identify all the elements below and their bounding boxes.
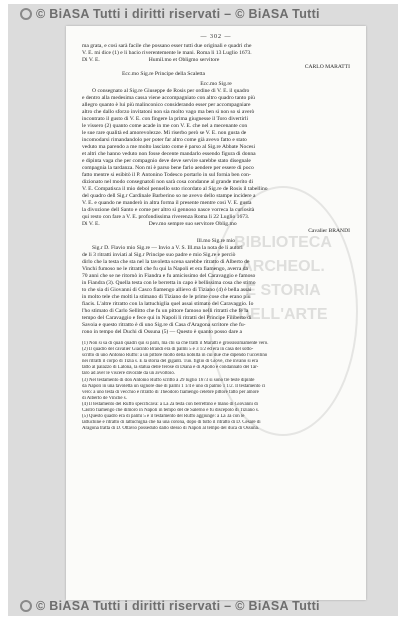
text-line: l'ho stimato di Carlo Sellitto che fu un pittore famoso nelli ritratti che fe la [82, 308, 249, 314]
seal-line: DELL'ARTE [238, 306, 328, 323]
text-line: le vissero (2) quanto come acade in me con V. E. che nel a mecenante con [82, 123, 248, 129]
footnote-line: Castro fiamengo che dimorò in Napoli in tempo del de Salerno e fu discepolo di Tiziano s. [82, 408, 259, 414]
text-line: dirlo che la testa che sta nel la tavoletta scena sarebbe ritratto di Alberto de [82, 259, 250, 265]
footnote-line: da Napoli in una tavoletta un signore due di palmi 1 1/4 e uno di palmo 1 1/2. Il testamento ci [82, 383, 266, 389]
footnote-line: (5) Questo quadro era di palmi 5 e il testamento del Ruffo aggiunge: a La 3a con le [82, 414, 245, 420]
text-line: de li 3 ritratti inviati al Sig.r Principe suo padre e mio Sig.re e perciò [82, 252, 236, 258]
text-line: tempo del Caravaggio e fece qui in Napoli li ritratti del Principe Filiberto di [82, 315, 252, 321]
footnote-line: di Alberto de Vinche s. [82, 395, 127, 401]
footnote-line: (4) Il testamento del Ruffo specificava: a La 2a testa con berrettino e mano di Giovanni di [82, 401, 258, 407]
text-line: compagnia la tardanza. Non mi è parso bene farlo aendere per essere di poco [82, 165, 254, 171]
footnotes [82, 341, 350, 432]
watermark-banner-bottom [8, 596, 398, 616]
copyright-icon [20, 600, 32, 612]
signature-line: Di V. E. Humil.mo et Obligmo servitore [82, 57, 220, 63]
text-line: Vinchi fumoso ne le ritratti che fu qui la Napoli et era fiamengo, averra da [82, 266, 249, 272]
text-line: incontrato il gusto di V. E. con fingere la prima giugnesse il Toro divertirli [82, 116, 248, 122]
footnote-line: (2) Il quadro del cavalier Giacinto Brandi era di palmi 5 e 3 1/2 ed era in casa del sotto- [82, 347, 254, 353]
text-line: qui resto con fare a V. E. profondissima riverenza Roma li 22 Luglio 1673. [82, 214, 250, 220]
letter-2 [82, 88, 350, 221]
page-number: — 302 — [200, 34, 232, 40]
seal-line: ARCHEOL. [241, 258, 325, 275]
text-line: O consegnato al Sig.re Giuseppe de Rosis per ordine di V. E. il quadro [92, 88, 250, 94]
text-line: rono in tempo del Duchi di Ossuna (5) — Questo è quanto posso dare a [82, 329, 243, 335]
text-line: Sig.r D. Flavio mio Sig.re — Invio a V. S. Ill.ma la nota de li autori [92, 245, 243, 251]
text-line: V. E. mi dice (1) e li bacio riverentemente le mani. Roma li 13 Luglio 1673. [82, 50, 252, 56]
text-line: V. E. e quando ne manderò in altra forma il presente mentre così V. E. gusta [82, 200, 252, 206]
text-line: et altri che hanno veduto non fosse decente mandarlo essendo figura di donna [82, 151, 256, 157]
signature-name: Cavalier BRANDI [308, 228, 350, 234]
footnote-line: nei ritratti il corpo di Tizia s. E la storia del giganti. Tuo. figlio di Giove, che invano si era [82, 359, 258, 365]
text-line: to che sia di Giovanni di Casco fiamengo allievo di Tiziano (4) è bella assai [82, 287, 252, 293]
seal-line: BIBLIOTECA [234, 234, 332, 251]
footnote-line: vero: a uno testa di vecchio è ritratto di Theodoro fiamengo celebre pittore fatto per amore [82, 389, 259, 395]
text-line: altro che dallo sforzo invitatoni non sia molto vago ma ben sì non so si averò [82, 109, 255, 115]
footnote-line: Aragona tratta di D. Ottavio posseduto dallo stesso di Napoli al tempo del duca di Ossuna. [82, 426, 259, 432]
text-line: allegro quanto è lui più malinconico considerando esser per accompagniare [82, 102, 251, 108]
text-line: e dipinta vaga che per compagnio deve deve servire sarebbe stato disegnale [82, 158, 251, 164]
watermark-banner-top [8, 4, 398, 24]
footnote-line: lattuchine e ritratto di lattuchiglia che ha una corona, dopo di tutto il ritratto di D. Cesare di [82, 420, 261, 426]
watermark-text-bottom: © BiASA Tutti i diritti riservati – © BiASA Tutti [36, 599, 320, 613]
signature-name: CARLO MARATTI [304, 64, 350, 70]
text-line: fatto mentre si esibitò il P. Antonino Todesco portarlo in sul fornia ben con- [82, 172, 251, 178]
viewer-frame [8, 4, 398, 616]
scanned-page [66, 26, 366, 600]
text-line: in molto tele che molti la stimano di Tiziano de le prime cose che erano piu [82, 294, 251, 300]
signature-line: Di V. E. Dev.mo sempre suo servitore Oblig.mo [82, 221, 237, 227]
salutation: Ill.mo Sig.re mio [196, 238, 236, 244]
footnote-line: (1) Non si sa di quali quadri qui si parli, ma chi sa che tratti il Maratti è grossissimamente vero. [82, 341, 269, 346]
footnote-line: tatto al palazzo di Latona, la statua delle ferose di Diana e di Apollo e condannato del Tar- [82, 365, 259, 371]
text-line: in Fiandra (3). Quella testa con le berretta in capo è bellissima cosa che stimo [82, 280, 256, 286]
text-line: ma grata, e così sarà facile che possano esser tutti due originali e quadri che [82, 43, 252, 49]
watermark-text-top: © BiASA Tutti i diritti riservati – © BiASA Tutti [36, 7, 320, 21]
addressee: Ecc.mo Sig.re Principe della Scaletta [122, 71, 205, 77]
text-line: Savoia e questo ritratto è di uno Sig.re di Casa d'Aragona scritore che fu- [82, 322, 246, 328]
letter-1 [82, 43, 350, 57]
text-line: dizionato nel modo consegnatoli non sarà cosa condanne al grande merito di [82, 179, 254, 185]
footnote-line: (3) Nel testamento di don Antonio Ruffo scritto a 29 luglio 1673 si sono tre teste dipinte [82, 377, 255, 383]
text-line: veduto ma parendo a me molto lasciato come è parso al Sig.re Abbate Nocesi [82, 144, 256, 150]
text-line: V. E. Compatisca il mio debol pennello ssto ricordato al Sig.re de Rosis il tabellino [82, 186, 268, 192]
letter-3 [82, 245, 350, 336]
text-line: e dentro alla medesima cassa viene accompagniato con altro quadro tanto più [82, 95, 255, 101]
seal-line: E STORIA [245, 282, 321, 299]
text-line: le sue rare qualità ed amorevolezze. Mi riserbo però se V. E. non gusta de [82, 130, 247, 136]
page-body [82, 34, 350, 432]
text-line: incomodarsi rimandandolo per poter far altro come già avevo fatto e stato [82, 137, 247, 143]
text-line: fiacis. L'altre ritratto con la lattuchiglia quel assai stimato del Caravaggio. Io [82, 301, 254, 307]
copyright-icon [20, 8, 32, 20]
footnote-line: taro ad aver le viscere divorate da un avvoltoio. [82, 371, 176, 377]
text-line: la divozione dell Santo e come per altro sì gennoso nasce vorreca la curiosità [82, 207, 255, 213]
footnote-line: scritto di uno Antonio Ruffo: a un pittore molto della nobiltà in cui due che dipendo l'uccellino [82, 353, 268, 359]
text-line: del quadro dell Sig.r Cardinale Barberino so ne avevo dello stampe incidere a [82, 193, 256, 199]
text-line: 70 anni che se ne ritornò in Fiandra e fu amicissimo del Caravaggio e famoso [82, 273, 256, 279]
salutation: Ecc.mo Sig.re [200, 81, 232, 87]
